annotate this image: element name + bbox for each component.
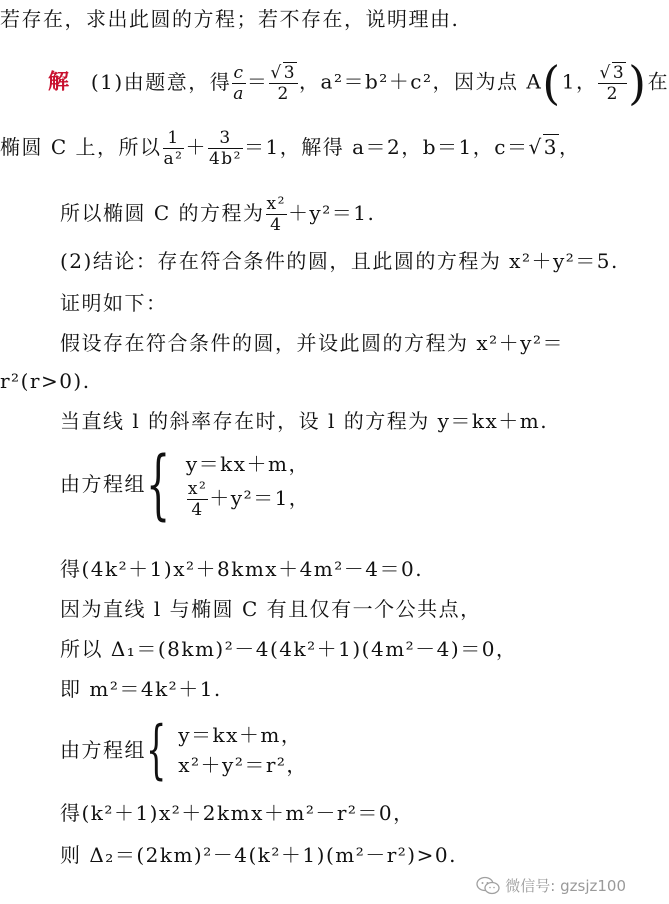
fraction-x2-over-4 <box>266 194 287 235</box>
system-row: x²＋y²＝r²， <box>178 753 308 777</box>
point-coord-x: 1， <box>561 69 598 94</box>
m-squared-line <box>60 676 222 702</box>
text: ＋y²＝1. <box>287 201 376 225</box>
equation-line-2 <box>60 800 415 826</box>
radicand: 3 <box>283 62 297 83</box>
text: (1)由题意，得 <box>90 69 232 94</box>
text: 因为直线 l 与椭圆 C 有且仅有一个公共点， <box>60 597 482 621</box>
fraction-x2-over-4 <box>187 479 208 520</box>
denominator: 4 <box>270 215 283 235</box>
sqrt: √3 <box>528 135 558 159</box>
text: 在 <box>647 69 669 94</box>
equation-line <box>60 556 423 582</box>
equals: ＝ <box>246 69 269 94</box>
brace: { <box>146 439 171 528</box>
proof-intro <box>60 290 168 316</box>
unique-point-line <box>60 596 482 622</box>
watermark-text: 微信号: gzsjz100 <box>505 876 626 895</box>
sqrt: √3 <box>270 62 297 83</box>
denominator: a <box>233 83 245 104</box>
text: 所以椭圆 C 的方程为 <box>60 201 265 225</box>
sqrt: √3 <box>599 62 626 83</box>
numerator: 1 <box>163 128 185 149</box>
solve-label: 解 <box>48 68 69 94</box>
text: 由方程组 <box>60 738 146 762</box>
text: 证明如下： <box>60 291 168 315</box>
solution-part1-line2 <box>0 128 580 169</box>
fraction-sqrt3-over-2 <box>598 63 627 104</box>
text: 假设存在符合条件的圆，并设此圆的方程为 x²＋y²＝ <box>60 331 564 355</box>
fraction-3-over-4b2 <box>208 128 243 169</box>
radicand: 3 <box>612 62 626 83</box>
solution-part1-line1 <box>48 56 669 110</box>
radicand: 3 <box>543 135 558 159</box>
fraction-c-over-a <box>232 63 246 104</box>
text: 得(k²＋1)x²＋2kmx＋m²－r²＝0， <box>60 801 415 825</box>
text: ＝1，解得 a＝2，b＝1，c＝ <box>244 135 529 159</box>
brace: { <box>146 713 168 787</box>
text: ＋y²＝1， <box>209 485 311 510</box>
text: (2)结论：存在符合条件的圆，且此圆的方程为 x²＋y²＝5. <box>60 249 619 273</box>
problem-tail <box>0 6 459 32</box>
paren-close: ) <box>628 56 648 110</box>
fraction-sqrt3-over-2 <box>269 63 298 104</box>
wechat-icon <box>475 876 501 896</box>
text: r²(r>0). <box>0 369 91 393</box>
numerator <box>598 63 627 84</box>
text: ， <box>558 135 581 159</box>
denominator: 2 <box>606 83 619 104</box>
denominator: 4b² <box>208 149 242 169</box>
assumption-line-cont <box>0 368 91 394</box>
text: ，a²＝b²＋c²，因为点 A <box>299 69 543 94</box>
watermark <box>475 875 626 897</box>
numerator: 3 <box>208 128 243 149</box>
slope-exists-line <box>60 408 548 434</box>
discriminant-1-line <box>60 636 517 662</box>
text: 当直线 l 的斜率存在时，设 l 的方程为 y＝kx＋m. <box>60 409 549 433</box>
system-rows <box>186 449 310 520</box>
system-row: y＝kx＋m， <box>178 723 303 747</box>
text: 若存在，求出此圆的方程；若不存在，说明理由. <box>0 7 460 31</box>
text: 由方程组 <box>60 472 146 496</box>
text: 椭圆 C 上，所以 <box>0 135 162 159</box>
text: 即 m²＝4k²＋1. <box>60 677 222 701</box>
numerator: x² <box>187 478 208 499</box>
system-2 <box>60 713 308 787</box>
numerator: x² <box>266 194 286 214</box>
solution-part1-line3 <box>60 194 375 235</box>
assumption-line <box>60 330 564 356</box>
denominator: a² <box>163 149 184 169</box>
denominator: 2 <box>277 83 290 104</box>
text: 得(4k²＋1)x²＋8kmx＋4m²－4＝0. <box>60 557 424 581</box>
text: 则 Δ₂＝(2km)²－4(k²＋1)(m²－r²)>0. <box>60 843 457 867</box>
fraction-1-over-a2 <box>163 128 185 169</box>
numerator: c <box>233 62 245 83</box>
text: 所以 Δ₁＝(8km)²－4(4k²＋1)(4m²－4)＝0， <box>60 637 518 661</box>
system-row <box>186 479 310 520</box>
denominator: 4 <box>191 499 204 520</box>
solution-part2-conclusion <box>60 248 619 274</box>
system-1 <box>60 439 311 528</box>
plus: ＋ <box>185 135 207 159</box>
system-rows <box>178 720 308 780</box>
paren-open: ( <box>542 56 562 110</box>
system-row: y＝kx＋m， <box>185 451 311 476</box>
discriminant-2-line <box>60 842 457 868</box>
numerator <box>269 63 298 84</box>
